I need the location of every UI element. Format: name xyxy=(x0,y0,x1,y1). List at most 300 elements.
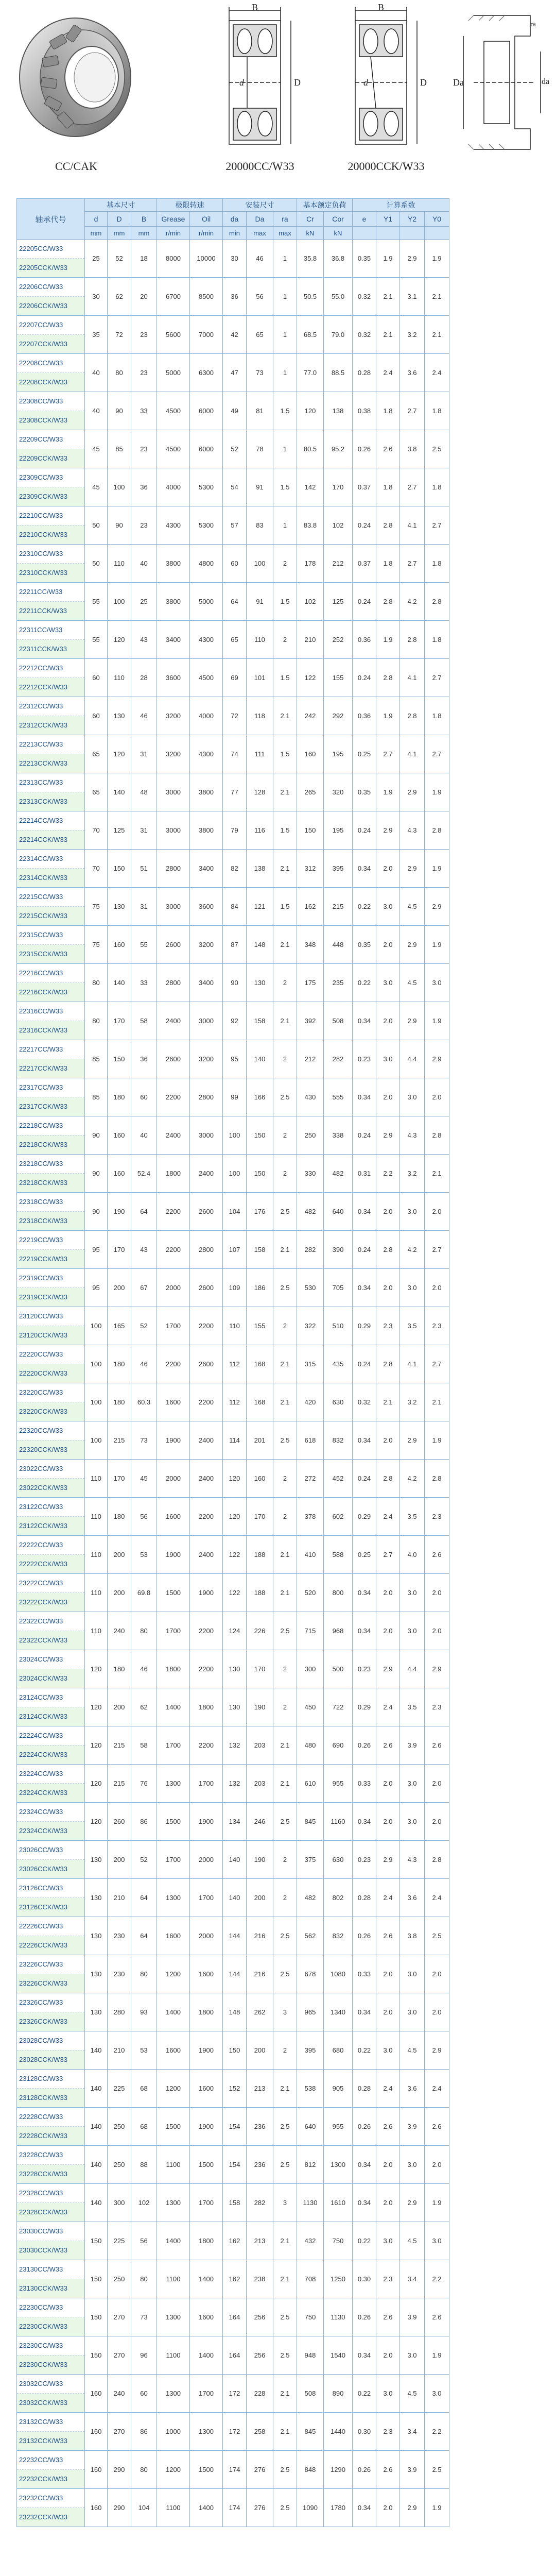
model-cell xyxy=(17,811,85,850)
value-cell: 46 xyxy=(247,240,273,278)
value-cell: 2000 xyxy=(157,1269,190,1307)
value-cell: 162 xyxy=(223,2222,247,2260)
value-cell: 955 xyxy=(324,1765,353,1803)
model-cell xyxy=(17,2070,85,2108)
value-cell: 312 xyxy=(297,850,324,888)
value-cell: 562 xyxy=(297,1917,324,1955)
table-row xyxy=(17,2451,449,2489)
value-cell: 43 xyxy=(131,621,157,659)
model-cell xyxy=(17,2298,85,2336)
model-code-cc: 22219CC/W33 xyxy=(17,1231,84,1250)
caption-cc-cak: CC/CAK xyxy=(55,160,97,173)
value-cell: 2.5 xyxy=(273,1917,297,1955)
model-cell xyxy=(17,506,85,545)
value-cell: 35 xyxy=(85,316,108,354)
value-cell: 0.35 xyxy=(353,926,376,964)
value-cell: 3200 xyxy=(190,1040,223,1078)
header-unit-3: r/min xyxy=(157,227,190,240)
value-cell: 1700 xyxy=(190,2375,223,2413)
value-cell: 480 xyxy=(297,1726,324,1765)
value-cell: 1160 xyxy=(324,1803,353,1841)
value-cell: 0.37 xyxy=(353,468,376,506)
value-cell: 3.0 xyxy=(425,2375,449,2413)
model-cell xyxy=(17,926,85,964)
value-cell: 25 xyxy=(85,240,108,278)
value-cell: 100 xyxy=(85,1421,108,1460)
value-cell: 1600 xyxy=(157,1383,190,1421)
value-cell: 4300 xyxy=(190,735,223,773)
value-cell: 1500 xyxy=(157,2108,190,2146)
value-cell: 69.8 xyxy=(131,1574,157,1612)
value-cell: 0.23 xyxy=(353,1040,376,1078)
table-row xyxy=(17,316,449,354)
model-code-cc: 22315CC/W33 xyxy=(17,926,84,945)
value-cell: 2.4 xyxy=(376,2070,400,2108)
value-cell: 2.7 xyxy=(400,545,425,583)
value-cell: 2200 xyxy=(157,1193,190,1231)
value-cell: 160 xyxy=(85,2451,108,2489)
value-cell: 1 xyxy=(273,354,297,392)
header-col-6: Da xyxy=(247,212,273,227)
value-cell: 203 xyxy=(247,1726,273,1765)
value-cell: 832 xyxy=(324,1917,353,1955)
value-cell: 180 xyxy=(108,1345,131,1383)
dim-ra: ra xyxy=(530,21,536,28)
model-code-cc: 22212CC/W33 xyxy=(17,659,84,678)
value-cell: 290 xyxy=(108,2489,131,2527)
model-code-cc: 22217CC/W33 xyxy=(17,1040,84,1059)
model-code-cc: 23030CC/W33 xyxy=(17,2222,84,2241)
value-cell: 0.34 xyxy=(353,1612,376,1650)
value-cell: 4.3 xyxy=(400,1841,425,1879)
value-cell: 0.22 xyxy=(353,2031,376,2070)
table-row xyxy=(17,1421,449,1460)
value-cell: 4.2 xyxy=(400,583,425,621)
value-cell: 31 xyxy=(131,811,157,850)
table-row xyxy=(17,240,449,278)
value-cell: 1700 xyxy=(157,1841,190,1879)
value-cell: 1400 xyxy=(190,2489,223,2527)
value-cell: 2.6 xyxy=(376,430,400,468)
model-code-cck: 22232CCK/W33 xyxy=(17,2470,84,2488)
value-cell: 140 xyxy=(85,2070,108,2108)
value-cell: 555 xyxy=(324,1078,353,1116)
value-cell: 1 xyxy=(273,430,297,468)
model-code-cc: 22222CC/W33 xyxy=(17,1536,84,1555)
value-cell: 180 xyxy=(108,1498,131,1536)
model-code-cck: 22219CCK/W33 xyxy=(17,1250,84,1268)
value-cell: 1800 xyxy=(157,1650,190,1688)
value-cell: 2.7 xyxy=(425,1345,449,1383)
value-cell: 3 xyxy=(273,2184,297,2222)
header-calc-factors: 计算系数 xyxy=(353,199,449,212)
header-col-4: Oil xyxy=(190,212,223,227)
model-code-cck: 23024CCK/W33 xyxy=(17,1669,84,1688)
value-cell: 48 xyxy=(131,773,157,811)
table-row xyxy=(17,1078,449,1116)
value-cell: 0.25 xyxy=(353,1536,376,1574)
value-cell: 1400 xyxy=(190,2336,223,2375)
value-cell: 2.7 xyxy=(425,659,449,697)
model-code-cc: 22224CC/W33 xyxy=(17,1726,84,1745)
value-cell: 160 xyxy=(108,1116,131,1155)
table-row xyxy=(17,1993,449,2031)
value-cell: 140 xyxy=(108,773,131,811)
value-cell: 1.9 xyxy=(376,621,400,659)
value-cell: 2.8 xyxy=(376,583,400,621)
model-code-cck: 22324CCK/W33 xyxy=(17,1822,84,1840)
value-cell: 2.0 xyxy=(376,1078,400,1116)
value-cell: 3.5 xyxy=(400,1688,425,1726)
model-cell xyxy=(17,1460,85,1498)
value-cell: 2400 xyxy=(190,1155,223,1193)
value-cell: 100 xyxy=(108,583,131,621)
table-row xyxy=(17,2108,449,2146)
value-cell: 148 xyxy=(247,926,273,964)
value-cell: 55 xyxy=(131,926,157,964)
value-cell: 2.1 xyxy=(376,316,400,354)
value-cell: 130 xyxy=(85,1955,108,1993)
value-cell: 3.0 xyxy=(425,2222,449,2260)
model-code-cck: 23218CCK/W33 xyxy=(17,1174,84,1192)
model-code-cck: 22230CCK/W33 xyxy=(17,2317,84,2336)
value-cell: 164 xyxy=(223,2336,247,2375)
value-cell: 2.1 xyxy=(273,2260,297,2298)
model-cell xyxy=(17,2375,85,2413)
value-cell: 4.1 xyxy=(400,1345,425,1383)
value-cell: 2.4 xyxy=(376,1688,400,1726)
table-row xyxy=(17,2489,449,2527)
model-code-cck: 22322CCK/W33 xyxy=(17,1631,84,1650)
model-code-cc: 22308CC/W33 xyxy=(17,392,84,411)
value-cell: 2400 xyxy=(157,1002,190,1040)
table-row xyxy=(17,926,449,964)
value-cell: 4500 xyxy=(190,659,223,697)
value-cell: 2.1 xyxy=(273,1002,297,1040)
value-cell: 1400 xyxy=(157,1993,190,2031)
value-cell: 1 xyxy=(273,278,297,316)
model-cell xyxy=(17,1688,85,1726)
table-row xyxy=(17,2375,449,2413)
value-cell: 2.7 xyxy=(425,735,449,773)
value-cell: 3.2 xyxy=(400,1155,425,1193)
value-cell: 0.24 xyxy=(353,583,376,621)
value-cell: 2.1 xyxy=(273,1231,297,1269)
value-cell: 150 xyxy=(223,2031,247,2070)
value-cell: 138 xyxy=(247,850,273,888)
value-cell: 3.0 xyxy=(376,2222,400,2260)
value-cell: 4500 xyxy=(157,392,190,430)
value-cell: 2.0 xyxy=(376,2336,400,2375)
value-cell: 60.3 xyxy=(131,1383,157,1421)
value-cell: 52 xyxy=(108,240,131,278)
value-cell: 1.9 xyxy=(425,1002,449,1040)
value-cell: 80 xyxy=(131,1612,157,1650)
value-cell: 140 xyxy=(85,2184,108,2222)
table-row xyxy=(17,2146,449,2184)
value-cell: 162 xyxy=(297,888,324,926)
value-cell: 2.7 xyxy=(425,1231,449,1269)
value-cell: 2 xyxy=(273,1879,297,1917)
value-cell: 640 xyxy=(324,1193,353,1231)
table-row xyxy=(17,659,449,697)
value-cell: 3.9 xyxy=(400,2298,425,2336)
value-cell: 0.22 xyxy=(353,2375,376,2413)
value-cell: 2.0 xyxy=(376,1193,400,1231)
value-cell: 1250 xyxy=(324,2260,353,2298)
dim-b-2: B xyxy=(378,2,385,12)
value-cell: 2.5 xyxy=(273,1269,297,1307)
value-cell: 3.0 xyxy=(400,1765,425,1803)
value-cell: 2.0 xyxy=(425,1193,449,1231)
value-cell: 100 xyxy=(247,545,273,583)
value-cell: 4800 xyxy=(190,545,223,583)
value-cell: 3.9 xyxy=(400,1726,425,1765)
value-cell: 800 xyxy=(324,1574,353,1612)
value-cell: 0.30 xyxy=(353,2413,376,2451)
value-cell: 36 xyxy=(223,278,247,316)
value-cell: 238 xyxy=(247,2260,273,2298)
value-cell: 1.9 xyxy=(425,850,449,888)
value-cell: 240 xyxy=(108,1612,131,1650)
value-cell: 0.32 xyxy=(353,278,376,316)
value-cell: 1130 xyxy=(324,2298,353,2336)
value-cell: 124 xyxy=(223,1612,247,1650)
value-cell: 3.8 xyxy=(400,430,425,468)
value-cell: 90 xyxy=(108,506,131,545)
table-row xyxy=(17,735,449,773)
model-code-cc: 22213CC/W33 xyxy=(17,735,84,754)
value-cell: 0.34 xyxy=(353,850,376,888)
dim-outer-d-2: D xyxy=(420,77,427,88)
model-code-cc: 22215CC/W33 xyxy=(17,888,84,907)
value-cell: 265 xyxy=(297,773,324,811)
model-cell xyxy=(17,1231,85,1269)
value-cell: 50 xyxy=(85,506,108,545)
value-cell: 1.5 xyxy=(273,583,297,621)
model-code-cck: 22228CCK/W33 xyxy=(17,2127,84,2145)
value-cell: 1400 xyxy=(157,1688,190,1726)
value-cell: 4500 xyxy=(157,430,190,468)
value-cell: 52 xyxy=(131,1307,157,1345)
value-cell: 1300 xyxy=(324,2146,353,2184)
value-cell: 832 xyxy=(324,1421,353,1460)
value-cell: 482 xyxy=(297,1193,324,1231)
model-code-cck: 22326CCK/W33 xyxy=(17,2012,84,2031)
model-cell xyxy=(17,430,85,468)
value-cell: 2.1 xyxy=(376,278,400,316)
model-code-cc: 22210CC/W33 xyxy=(17,506,84,526)
value-cell: 3.0 xyxy=(376,964,400,1002)
value-cell: 88 xyxy=(131,2146,157,2184)
value-cell: 51 xyxy=(131,850,157,888)
table-row xyxy=(17,1841,449,1879)
value-cell: 0.24 xyxy=(353,1345,376,1383)
value-cell: 1700 xyxy=(157,1612,190,1650)
value-cell: 2 xyxy=(273,1155,297,1193)
value-cell: 100 xyxy=(223,1116,247,1155)
value-cell: 3.6 xyxy=(400,2070,425,2108)
caption-20000cc: 20000CC/W33 xyxy=(225,160,294,173)
header-col-3: Grease xyxy=(157,212,190,227)
value-cell: 2.1 xyxy=(273,850,297,888)
value-cell: 812 xyxy=(297,2146,324,2184)
value-cell: 49 xyxy=(223,392,247,430)
table-row xyxy=(17,1612,449,1650)
value-cell: 111 xyxy=(247,735,273,773)
value-cell: 79 xyxy=(223,811,247,850)
value-cell: 80 xyxy=(85,964,108,1002)
value-cell: 450 xyxy=(297,1688,324,1726)
model-code-cc: 22314CC/W33 xyxy=(17,850,84,869)
value-cell: 2.9 xyxy=(400,926,425,964)
value-cell: 4.2 xyxy=(400,1460,425,1498)
value-cell: 3.2 xyxy=(400,316,425,354)
value-cell: 3.1 xyxy=(400,278,425,316)
value-cell: 90 xyxy=(85,1155,108,1193)
model-cell xyxy=(17,1726,85,1765)
value-cell: 2.4 xyxy=(425,1879,449,1917)
table-row xyxy=(17,1155,449,1193)
value-cell: 65 xyxy=(85,773,108,811)
section-drawing-cck xyxy=(335,2,438,160)
model-code-cck: 22328CCK/W33 xyxy=(17,2203,84,2222)
model-code-cck: 22209CCK/W33 xyxy=(17,449,84,468)
model-cell xyxy=(17,1536,85,1574)
value-cell: 2200 xyxy=(157,1345,190,1383)
value-cell: 520 xyxy=(297,1574,324,1612)
value-cell: 210 xyxy=(108,2031,131,2070)
value-cell: 1090 xyxy=(297,2489,324,2527)
value-cell: 150 xyxy=(85,2298,108,2336)
value-cell: 2600 xyxy=(157,926,190,964)
value-cell: 3800 xyxy=(157,583,190,621)
value-cell: 110 xyxy=(108,659,131,697)
value-cell: 2.1 xyxy=(273,697,297,735)
value-cell: 130 xyxy=(85,1917,108,1955)
value-cell: 80 xyxy=(131,1955,157,1993)
value-cell: 4000 xyxy=(190,697,223,735)
value-cell: 101 xyxy=(247,659,273,697)
model-code-cck: 22310CCK/W33 xyxy=(17,564,84,582)
model-code-cc: 23128CC/W33 xyxy=(17,2070,84,2089)
value-cell: 65 xyxy=(247,316,273,354)
header-col-5: da xyxy=(223,212,247,227)
value-cell: 2.0 xyxy=(425,1765,449,1803)
model-code-cck: 22213CCK/W33 xyxy=(17,754,84,773)
value-cell: 35.8 xyxy=(297,240,324,278)
value-cell: 508 xyxy=(297,2375,324,2413)
value-cell: 112 xyxy=(223,1345,247,1383)
table-row xyxy=(17,964,449,1002)
model-cell xyxy=(17,1650,85,1688)
value-cell: 2.5 xyxy=(273,2108,297,2146)
value-cell: 52 xyxy=(131,1841,157,1879)
table-row xyxy=(17,1193,449,1231)
value-cell: 99 xyxy=(223,1078,247,1116)
value-cell: 2200 xyxy=(190,1498,223,1536)
model-code-cck: 23132CCK/W33 xyxy=(17,2432,84,2450)
model-code-cc: 22205CC/W33 xyxy=(17,240,84,259)
value-cell: 1.9 xyxy=(425,2184,449,2222)
model-code-cc: 23224CC/W33 xyxy=(17,1765,84,1784)
value-cell: 955 xyxy=(324,2108,353,2146)
value-cell: 170 xyxy=(324,468,353,506)
dim-b: B xyxy=(252,2,258,12)
table-row xyxy=(17,1040,449,1078)
value-cell: 120 xyxy=(85,1650,108,1688)
value-cell: 2.1 xyxy=(273,2222,297,2260)
model-code-cc: 22208CC/W33 xyxy=(17,354,84,373)
value-cell: 122 xyxy=(223,1536,247,1574)
table-row xyxy=(17,888,449,926)
value-cell: 0.33 xyxy=(353,1765,376,1803)
header-col-9: Cor xyxy=(324,212,353,227)
value-cell: 40 xyxy=(85,392,108,430)
value-cell: 1500 xyxy=(190,2146,223,2184)
value-cell: 70 xyxy=(85,850,108,888)
value-cell: 150 xyxy=(108,1040,131,1078)
value-cell: 236 xyxy=(247,2146,273,2184)
value-cell: 174 xyxy=(223,2489,247,2527)
value-cell: 2400 xyxy=(157,1116,190,1155)
value-cell: 225 xyxy=(108,2070,131,2108)
value-cell: 7000 xyxy=(190,316,223,354)
value-cell: 1400 xyxy=(157,2222,190,2260)
table-row xyxy=(17,1383,449,1421)
model-code-cck: 22214CCK/W33 xyxy=(17,831,84,849)
value-cell: 0.29 xyxy=(353,1307,376,1345)
model-cell xyxy=(17,850,85,888)
value-cell: 2.0 xyxy=(376,2146,400,2184)
value-cell: 0.28 xyxy=(353,1879,376,1917)
value-cell: 1300 xyxy=(157,1879,190,1917)
value-cell: 4000 xyxy=(157,468,190,506)
model-code-cc: 23232CC/W33 xyxy=(17,2489,84,2508)
table-row xyxy=(17,1536,449,1574)
value-cell: 81 xyxy=(247,392,273,430)
value-cell: 3.2 xyxy=(400,1383,425,1421)
value-cell: 2.0 xyxy=(425,1574,449,1612)
value-cell: 0.35 xyxy=(353,773,376,811)
value-cell: 160 xyxy=(297,735,324,773)
value-cell: 0.28 xyxy=(353,2070,376,2108)
model-code-cck: 22312CCK/W33 xyxy=(17,716,84,735)
value-cell: 1130 xyxy=(297,2184,324,2222)
value-cell: 93 xyxy=(131,1993,157,2031)
model-code-cck: 23032CCK/W33 xyxy=(17,2394,84,2412)
value-cell: 45 xyxy=(85,468,108,506)
model-code-cck: 23022CCK/W33 xyxy=(17,1479,84,1497)
value-cell: 4.5 xyxy=(400,964,425,1002)
model-cell xyxy=(17,888,85,926)
value-cell: 77.0 xyxy=(297,354,324,392)
model-code-cc: 23024CC/W33 xyxy=(17,1650,84,1669)
value-cell: 2200 xyxy=(190,1307,223,1345)
table-row xyxy=(17,2298,449,2336)
model-code-cc: 22320CC/W33 xyxy=(17,1421,84,1440)
value-cell: 3.0 xyxy=(400,1078,425,1116)
value-cell: 1900 xyxy=(190,2031,223,2070)
value-cell: 3600 xyxy=(190,888,223,926)
value-cell: 140 xyxy=(223,1841,247,1879)
value-cell: 112 xyxy=(223,1383,247,1421)
value-cell: 160 xyxy=(108,1155,131,1193)
value-cell: 8500 xyxy=(190,278,223,316)
value-cell: 0.36 xyxy=(353,697,376,735)
value-cell: 2.0 xyxy=(376,2184,400,2222)
value-cell: 100 xyxy=(223,1155,247,1193)
